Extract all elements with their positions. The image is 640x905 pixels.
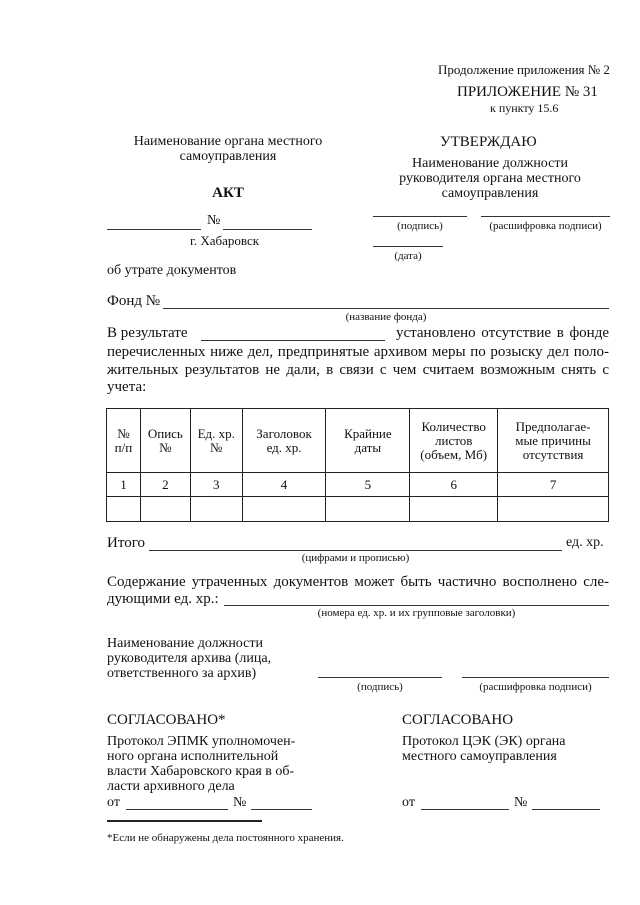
table-cell: 3 xyxy=(190,473,242,497)
result-start: В результате xyxy=(107,325,188,341)
city: г. Хабаровск xyxy=(190,233,260,248)
total-unit: ед. хр. xyxy=(566,535,604,550)
approve-date-line xyxy=(373,246,443,247)
org-name-line2: самоуправления xyxy=(179,149,277,164)
table-cell xyxy=(190,497,242,522)
table-cell xyxy=(410,497,498,522)
approver-decode-caption: (расшифровка подписи) xyxy=(489,220,602,232)
table-cell: 1 xyxy=(107,473,141,497)
archive-head-line3: ответственного за архив) xyxy=(107,666,257,681)
result-rest: установлено отсутствие в фонде xyxy=(396,325,609,341)
total-line xyxy=(149,550,562,551)
approver-signature-caption: (подпись) xyxy=(397,220,443,232)
agreed-left-from: от xyxy=(107,795,120,810)
restore-line1: Содержание утраченных документов может быть частично восполнено сле- xyxy=(107,574,609,590)
table-cell: 6 xyxy=(410,473,498,497)
doc-title: АКТ xyxy=(212,185,244,201)
agreed-left-line1: Протокол ЭПМК уполномочен- xyxy=(107,734,296,749)
approve-date-caption: (дата) xyxy=(394,250,422,262)
agreed-left-line4: ласти архивного дела xyxy=(107,779,235,794)
archive-signature-line xyxy=(318,677,442,678)
restore-line xyxy=(224,605,609,606)
table-cell xyxy=(326,497,410,522)
table-cell xyxy=(107,497,141,522)
agreed-left-number-line xyxy=(251,809,312,810)
approver-position-line1: Наименование должности xyxy=(412,156,568,171)
col-header-unit-title: Заголовок ед. хр. xyxy=(242,409,326,473)
restore-caption: (номера ед. хр. и их групповые заголовки) xyxy=(317,607,516,619)
table-cell: 2 xyxy=(140,473,190,497)
result-line3: жительных результатов не дали, в связи с чем считаем возможным снять с xyxy=(107,362,609,378)
appendix-title: ПРИЛОЖЕНИЕ № 31 xyxy=(457,84,598,100)
agreed-left-number-sign: № xyxy=(233,795,247,810)
agreed-left-title: СОГЛАСОВАНО* xyxy=(107,712,226,728)
col-header-index: № п/п xyxy=(107,409,141,473)
result-line2: перечисленных ниже дел, предпринятые архивом меры по розыску дел поло- xyxy=(107,344,609,360)
agreed-left-date-line xyxy=(126,809,228,810)
footnote-separator xyxy=(107,820,262,822)
table-cell: 7 xyxy=(498,473,609,497)
approver-position-line2: руководителя органа местного xyxy=(399,171,581,186)
agreed-right-line2: местного самоуправления xyxy=(402,749,557,764)
result-line4: учета: xyxy=(107,379,147,395)
archive-head-line2: руководителя архива (лица, xyxy=(107,651,272,666)
archive-head-line1: Наименование должности xyxy=(107,636,263,651)
archive-decode-line xyxy=(462,677,609,678)
footnote: *Если не обнаружены дела постоянного хранения. xyxy=(107,832,344,844)
table-number-row xyxy=(107,473,609,497)
restore-line2: дующими ед. хр.: xyxy=(107,591,219,607)
fund-caption: (название фонда) xyxy=(345,311,427,323)
approver-signature-line xyxy=(373,216,467,217)
table-header-row xyxy=(107,409,609,473)
approver-decode-line xyxy=(481,216,610,217)
col-header-dates: Крайние даты xyxy=(326,409,410,473)
total-label: Итого xyxy=(107,535,145,551)
table-cell xyxy=(498,497,609,522)
agreed-right-date-line xyxy=(421,809,509,810)
total-caption: (цифрами и прописью) xyxy=(301,552,410,564)
table-cell xyxy=(140,497,190,522)
archive-signature-caption: (подпись) xyxy=(357,681,403,693)
number-line xyxy=(223,229,312,230)
col-header-sheets: Количество листов (объем, Мб) xyxy=(410,409,498,473)
agreed-right-number-line xyxy=(532,809,600,810)
agreed-right-number-sign: № xyxy=(514,795,528,810)
agreed-right-from: от xyxy=(402,795,415,810)
col-header-inventory: Опись № xyxy=(140,409,190,473)
org-name-line1: Наименование органа местного xyxy=(133,134,323,149)
approve-title: УТВЕРЖДАЮ xyxy=(440,134,537,150)
appendix-clause: к пункту 15.6 xyxy=(490,101,559,115)
col-header-reasons: Предполагае- мые причины отсутствия xyxy=(498,409,609,473)
result-blank-line xyxy=(201,340,385,341)
act-subject: об утрате документов xyxy=(107,263,237,278)
table-row xyxy=(107,497,609,522)
agreed-right-line1: Протокол ЦЭК (ЭК) органа xyxy=(402,734,566,749)
agreed-left-line2: ного органа исполнительной xyxy=(107,749,279,764)
table-cell xyxy=(242,497,326,522)
agreed-left-line3: власти Хабаровского края в об- xyxy=(107,764,295,779)
fund-line xyxy=(163,308,609,309)
number-sign: № xyxy=(207,213,221,228)
agreed-right-title: СОГЛАСОВАНО xyxy=(402,712,514,728)
fund-label: Фонд № xyxy=(107,293,161,309)
col-header-storage-unit: Ед. хр. № xyxy=(190,409,242,473)
table-cell: 4 xyxy=(242,473,326,497)
approver-position-line3: самоуправления xyxy=(441,186,539,201)
lost-documents-table xyxy=(106,408,609,522)
continuation-note: Продолжение приложения № 2 xyxy=(438,62,610,77)
archive-decode-caption: (расшифровка подписи) xyxy=(479,681,592,693)
date-line xyxy=(107,229,201,230)
table-cell: 5 xyxy=(326,473,410,497)
